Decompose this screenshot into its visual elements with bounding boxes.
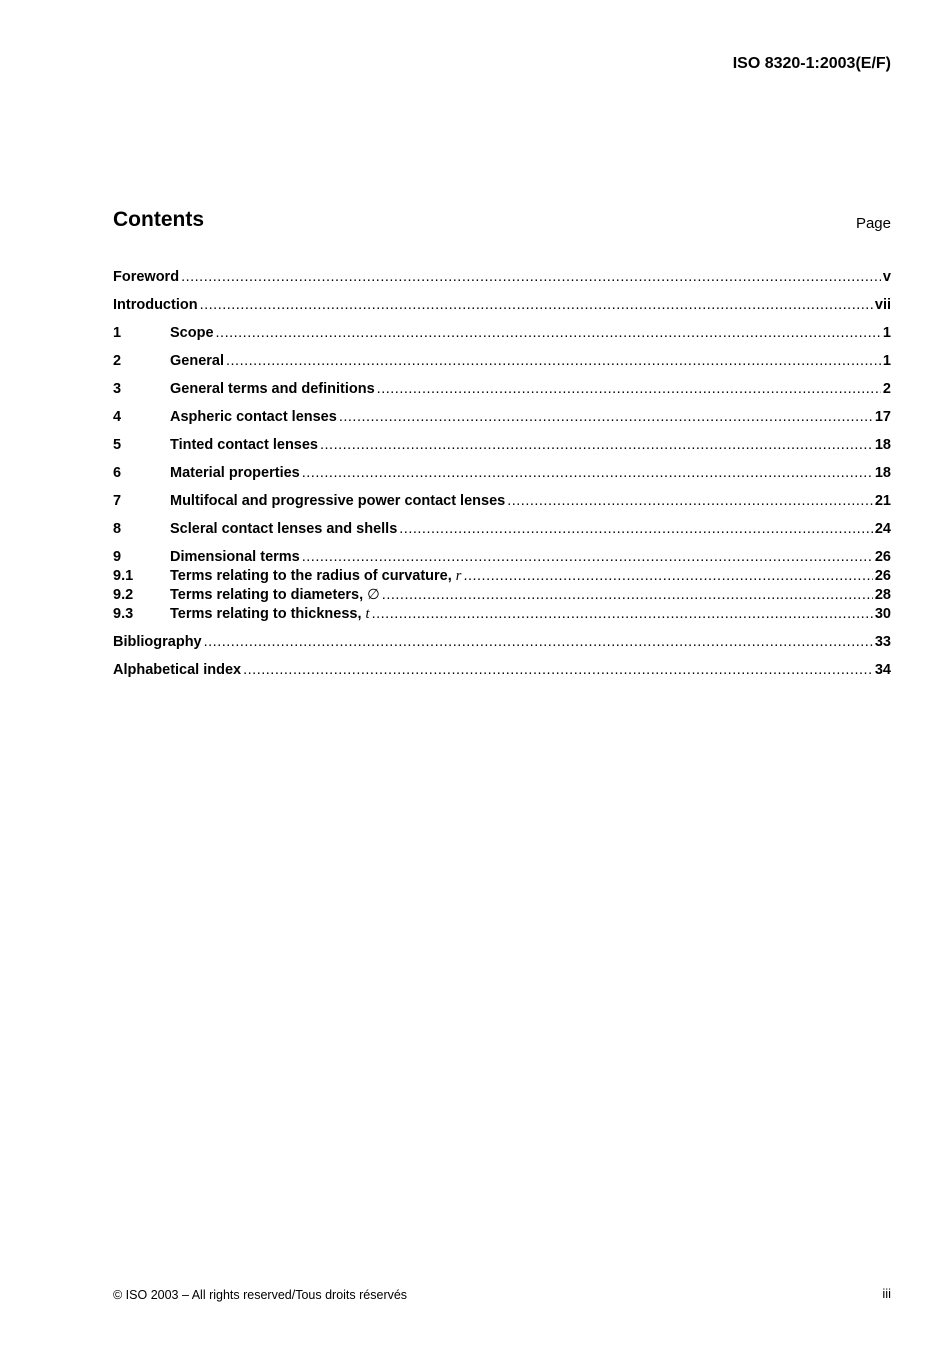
toc-entry-8[interactable] <box>113 521 891 539</box>
toc-entry-2[interactable] <box>113 353 891 371</box>
leader-dots <box>200 297 873 313</box>
toc-entry-number: 4 <box>113 409 122 425</box>
toc-entry-page: v <box>882 269 891 285</box>
toc-entry-alphabetical-index[interactable] <box>113 662 891 680</box>
toc-entry-number: 5 <box>113 437 122 453</box>
toc-entry-page: 2 <box>882 381 891 397</box>
leader-dots <box>382 587 873 603</box>
toc-entry-number: 9.2 <box>113 587 134 603</box>
toc-entry-page: 26 <box>874 549 891 565</box>
radius-symbol: r <box>455 568 462 584</box>
leader-dots <box>226 353 881 369</box>
toc-entry-number: 9.3 <box>113 606 134 622</box>
toc-entry-page: 24 <box>874 521 891 537</box>
toc-entry-page: 18 <box>874 465 891 481</box>
toc-entry-title: Material properties <box>170 465 300 481</box>
toc-entry-title: Terms relating to thickness, <box>170 606 366 622</box>
table-of-contents <box>113 269 891 680</box>
leader-dots <box>372 606 873 622</box>
toc-entry-title: Multifocal and progressive power contact lenses <box>170 493 506 509</box>
toc-entry-title: Alphabetical index <box>113 662 242 678</box>
leader-dots <box>181 269 881 285</box>
toc-entry-bibliography[interactable] <box>113 634 891 652</box>
toc-entry-number: 3 <box>113 381 122 397</box>
toc-entry-number: 9 <box>113 549 122 565</box>
leader-dots <box>339 409 873 425</box>
toc-entry-page: 30 <box>874 606 891 622</box>
leader-dots <box>377 381 881 397</box>
toc-entry-7[interactable] <box>113 493 891 511</box>
toc-entry-6[interactable] <box>113 465 891 483</box>
toc-entry-9-3[interactable] <box>113 606 891 624</box>
page-column-label: Page <box>855 215 891 232</box>
contents-heading: Contents <box>113 208 204 231</box>
toc-entry-title: Tinted contact lenses <box>170 437 318 453</box>
thickness-symbol: t <box>365 606 370 622</box>
toc-entry-title: General <box>170 353 224 369</box>
toc-entry-introduction[interactable] <box>113 297 891 315</box>
toc-entry-title: Terms relating to diameters, <box>170 587 368 603</box>
toc-entry-page: 21 <box>874 493 891 509</box>
leader-dots <box>216 325 881 341</box>
toc-entry-page: 26 <box>874 568 891 584</box>
toc-entry-9-1[interactable] <box>113 568 891 586</box>
leader-dots <box>320 437 873 453</box>
toc-entry-number: 7 <box>113 493 122 509</box>
toc-entry-page: 18 <box>874 437 891 453</box>
toc-entry-page: 1 <box>882 353 891 369</box>
toc-entry-title: Aspheric contact lenses <box>170 409 337 425</box>
leader-dots <box>463 568 872 584</box>
toc-entry-page: 33 <box>874 634 891 650</box>
toc-entry-page: vii <box>874 297 891 313</box>
toc-entry-title: Dimensional terms <box>170 549 300 565</box>
toc-entry-number: 1 <box>113 325 122 341</box>
toc-entry-title: Introduction <box>113 297 198 313</box>
toc-entry-number: 6 <box>113 465 122 481</box>
leader-dots <box>507 493 873 509</box>
document-id-header: ISO 8320-1:2003(E/F) <box>732 55 891 72</box>
toc-entry-title: Scope <box>170 325 214 341</box>
toc-entry-9-2[interactable] <box>113 587 891 605</box>
toc-entry-1[interactable] <box>113 325 891 343</box>
diameter-symbol: ∅ <box>367 587 380 603</box>
toc-entry-page: 1 <box>882 325 891 341</box>
toc-entry-title: Foreword <box>113 269 180 285</box>
leader-dots <box>302 465 873 481</box>
toc-entry-number: 9.1 <box>113 568 134 584</box>
toc-entry-title: Terms relating to the radius of curvature, <box>170 568 456 584</box>
leader-dots <box>399 521 873 537</box>
toc-entry-4[interactable] <box>113 409 891 427</box>
toc-entry-number: 2 <box>113 353 122 369</box>
leader-dots <box>243 662 873 678</box>
toc-entry-page: 28 <box>874 587 891 603</box>
toc-entry-title: General terms and definitions <box>170 381 375 397</box>
toc-entry-foreword[interactable] <box>113 269 891 287</box>
footer-copyright: © ISO 2003 – All rights reserved/Tous droits réservés <box>113 1288 408 1302</box>
toc-entry-page: 17 <box>874 409 891 425</box>
toc-entry-3[interactable] <box>113 381 891 399</box>
leader-dots <box>302 549 873 565</box>
leader-dots <box>204 634 873 650</box>
toc-entry-number: 8 <box>113 521 122 537</box>
toc-entry-9[interactable] <box>113 549 891 567</box>
toc-entry-5[interactable] <box>113 437 891 455</box>
toc-entry-page: 34 <box>874 662 891 678</box>
toc-entry-title: Bibliography <box>113 634 202 650</box>
toc-entry-title: Scleral contact lenses and shells <box>170 521 398 537</box>
footer-page-number: iii <box>882 1286 891 1301</box>
